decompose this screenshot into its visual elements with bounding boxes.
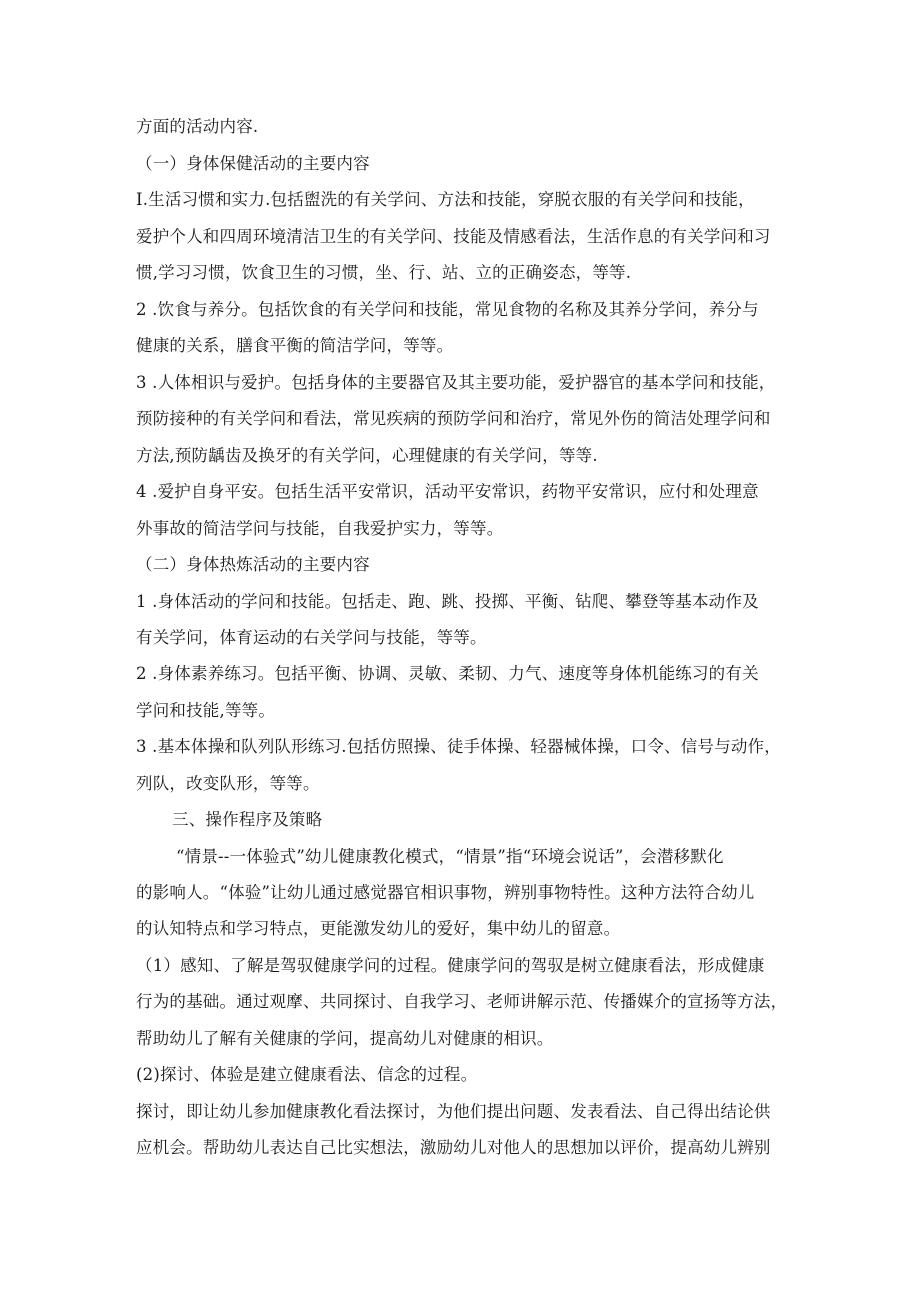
section-heading: （二）身体热炼活动的主要内容 <box>136 555 370 574</box>
text-line: 惯,学习习惯，饮食卫生的习惯，坐、行、站、立的正确姿态，等等. <box>136 263 632 282</box>
text-line: 方法,预防龋齿及换牙的有关学问，心理健康的有关学问，等等. <box>136 446 598 465</box>
text-line: 学问和技能,等等。 <box>136 701 276 720</box>
text-line: 1 .身体活动的学问和技能。包括走、跑、跳、投掷、平衡、钻爬、攀登等基本动作及 <box>136 592 759 611</box>
text-line: 列队，改变队形，等等。 <box>136 774 320 793</box>
text-line: （1）感知、了解是驾驭健康学问的过程。健康学问的驾驭是树立健康看法，形成健康 <box>136 956 765 975</box>
text-line: 4 .爱护自身平安。包括生活平安常识，活动平安常识，药物平安常识，应付和处理意 <box>136 482 759 501</box>
text-line: 预防接种的有关学问和看法，常见疾病的预防学问和治疗，常见外伤的简洁处理学问和 <box>136 409 771 428</box>
text-line: 3 .人体相识与爱护。包括身体的主要器官及其主要功能，爱护器官的基本学问和技能， <box>136 373 776 392</box>
text-line: 行为的基础。通过观摩、共同探讨、自我学习、老师讲解示范、传播媒介的宣扬等方法， <box>136 992 788 1011</box>
text-line: 应机会。帮助幼儿表达自己比实想法，激励幼儿对他人的思想加以评价，提高幼儿辨别 <box>136 1138 771 1157</box>
text-line: (2)探讨、体验是建立健康看法、信念的过程。 <box>136 1065 478 1084</box>
section-heading: 三、操作程序及策略 <box>172 810 323 829</box>
text-line: I.生活习惯和实力.包括盥洗的有关学问、方法和技能，穿脱衣服的有关学问和技能， <box>136 190 755 209</box>
section-heading: （一）身体保健活动的主要内容 <box>136 154 370 173</box>
text-line: 探讨，即让幼儿参加健康教化看法探讨，为他们提出问题、发表看法、自己得出结论供 <box>136 1102 771 1121</box>
text-line: 的影响人。“体验”让幼儿通过感觉器官相识事物，辨别事物特性。这种方法符合幼儿 <box>136 883 755 902</box>
text-line: 3 .基本体操和队列队形练习.包括仿照操、徒手体操、轻器械体操，口令、信号与动作， <box>136 737 781 756</box>
text-line: 方面的活动内容. <box>136 117 259 136</box>
text-line: 有关学问，体育运动的右关学问与技能，等等。 <box>136 628 487 647</box>
text-line: 帮助幼儿了解有关健康的学问，提高幼儿对健康的相识。 <box>136 1029 554 1048</box>
text-line: 爱护个人和四周环境清洁卫生的有关学问、技能及情感看法，生活作息的有关学问和习 <box>136 227 771 246</box>
text-line: 的认知特点和学习特点，更能激发幼儿的爱好，集中幼儿的留意。 <box>136 919 621 938</box>
text-line: 2 .身体素养练习。包括平衡、协调、灵敏、柔韧、力气、速度等身体机能练习的有关 <box>136 664 759 683</box>
text-line: 健康的关系，膳食平衡的简洁学问，等等。 <box>136 336 454 355</box>
text-line: 2 .饮食与养分。包括饮食的有关学问和技能，常见食物的名称及其养分学问，养分与 <box>136 300 759 319</box>
text-line: “情景--一体验式”幼儿健康教化模式，“情景”指“环境会说话”，会潜移默化 <box>176 847 724 866</box>
text-line: 外事故的简洁学问与技能，自我爱护实力，等等。 <box>136 519 504 538</box>
